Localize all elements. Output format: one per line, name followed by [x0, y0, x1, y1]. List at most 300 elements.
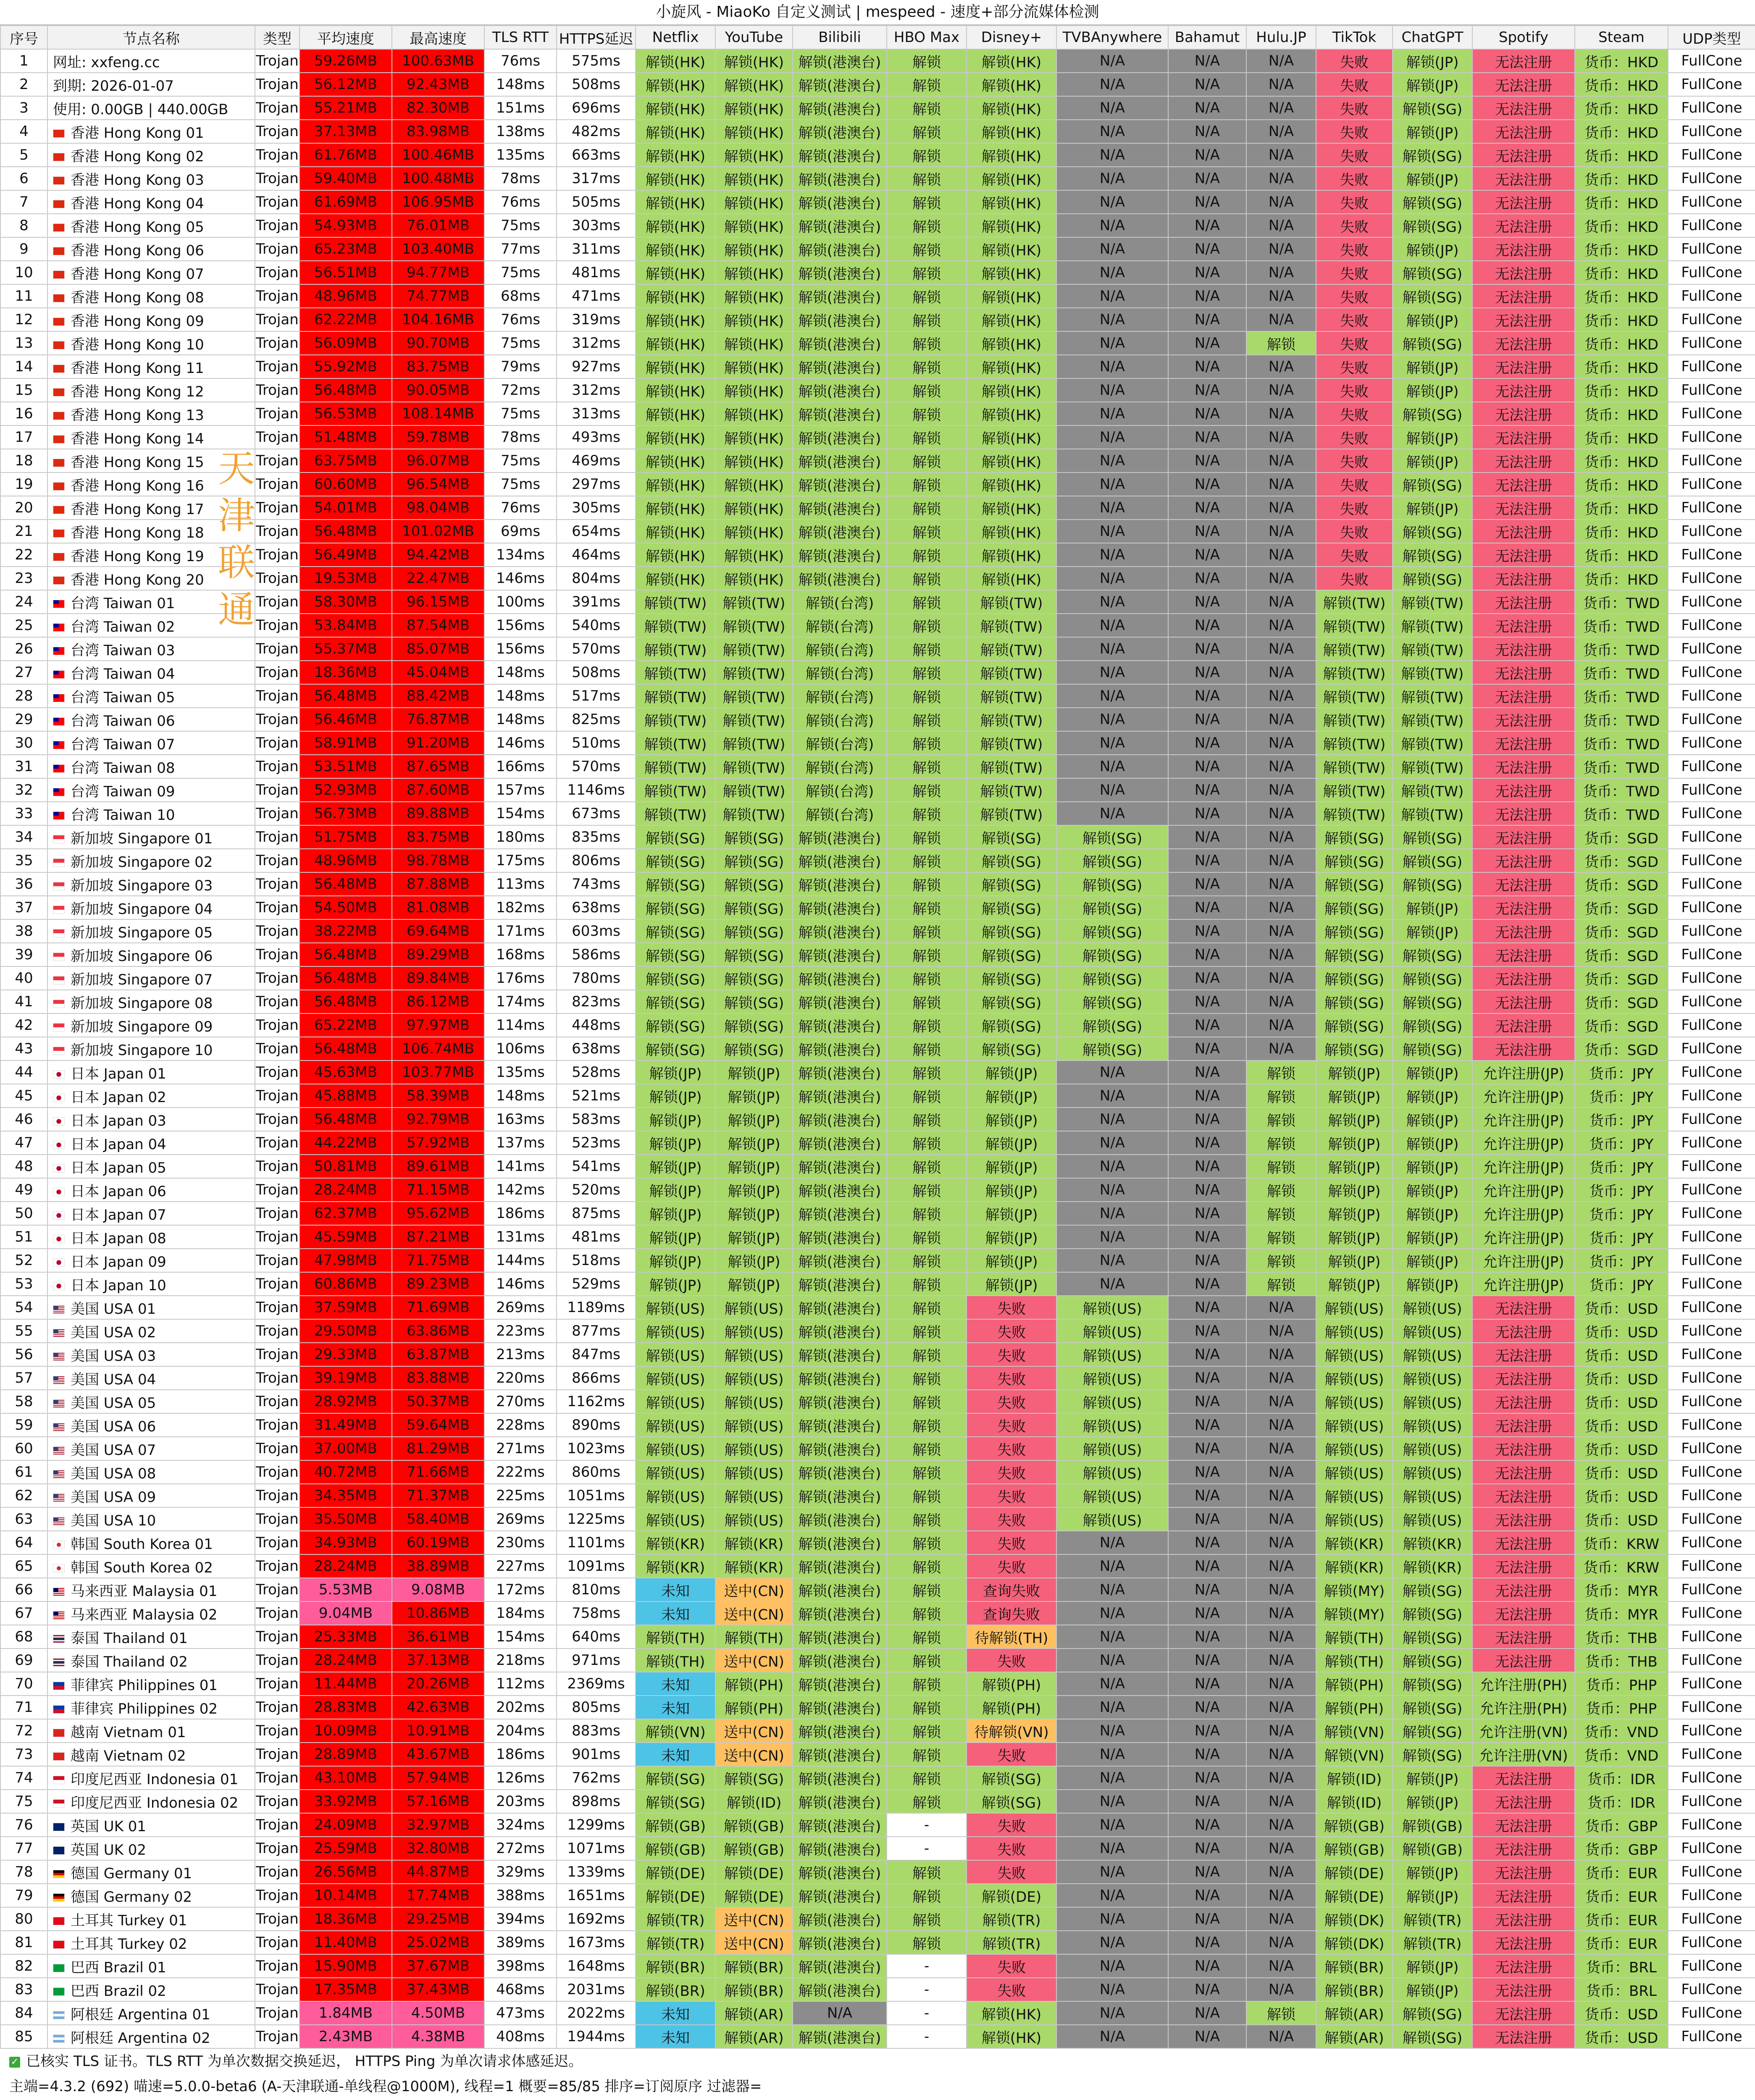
bilibili-cell: 解锁(港澳台) — [793, 1884, 887, 1907]
youtube-cell: 解锁(TW) — [715, 755, 793, 778]
disney-cell: 失败 — [967, 1531, 1056, 1554]
https-cell: 523ms — [557, 1131, 636, 1155]
netflix-cell: 解锁(HK) — [636, 520, 715, 543]
chatgpt-cell: 解锁(SG) — [1392, 966, 1472, 990]
steam-cell: 货币：IDR — [1575, 1766, 1668, 1790]
disney-cell: 解锁(SG) — [967, 825, 1056, 849]
netflix-cell: 解锁(JP) — [636, 1108, 715, 1131]
tls-cell: 324ms — [484, 1813, 557, 1837]
bilibili-cell: 解锁(港澳台) — [793, 1931, 887, 1954]
node-type: Trojan — [255, 1766, 300, 1790]
steam-cell: 货币：KRW — [1575, 1554, 1668, 1578]
node-type: Trojan — [255, 943, 300, 966]
netflix-cell: 解锁(HK) — [636, 308, 715, 331]
hbo-cell: - — [887, 1954, 967, 1978]
node-name-cell — [47, 1766, 255, 1790]
node-type: Trojan — [255, 284, 300, 308]
netflix-cell: 解锁(GB) — [636, 1813, 715, 1837]
node-type: Trojan — [255, 425, 300, 449]
avg-cell: 5.53MB — [300, 1578, 392, 1601]
hbo-cell: 解锁 — [887, 1225, 967, 1249]
tls-cell: 228ms — [484, 1413, 557, 1437]
steam-cell: 货币：HKD — [1575, 472, 1668, 496]
tls-cell: 473ms — [484, 2001, 557, 2025]
avg-cell: 18.36MB — [300, 661, 392, 684]
netflix-cell: 解锁(TW) — [636, 802, 715, 825]
node-type: Trojan — [255, 167, 300, 190]
hbo-cell: 解锁 — [887, 449, 967, 472]
tls-cell: 112ms — [484, 1672, 557, 1696]
netflix-cell: 解锁(TW) — [636, 614, 715, 637]
spotify-cell: 无法注册 — [1472, 731, 1575, 755]
table-row — [0, 1108, 1755, 1131]
netflix-cell: 解锁(HK) — [636, 284, 715, 308]
max-cell: 71.15MB — [392, 1178, 484, 1202]
netflix-cell: 解锁(JP) — [636, 1225, 715, 1249]
hbo-cell: 解锁 — [887, 1672, 967, 1696]
node-name-cell — [47, 637, 255, 661]
row-index: 14 — [0, 355, 47, 378]
table-row — [0, 825, 1755, 849]
node-name: 美国 USA 01 — [71, 1300, 156, 1318]
udp-cell: FullCone — [1668, 1625, 1755, 1648]
avg-cell: 10.09MB — [300, 1719, 392, 1743]
spotify-cell: 无法注册 — [1472, 872, 1575, 896]
https-cell: 471ms — [557, 284, 636, 308]
steam-cell: 货币：USD — [1575, 1413, 1668, 1437]
youtube-cell: 解锁(TW) — [715, 684, 793, 708]
bilibili-cell: 解锁(港澳台) — [793, 355, 887, 378]
avg-cell: 59.26MB — [300, 49, 392, 73]
https-cell: 638ms — [557, 896, 636, 919]
steam-cell: 货币：EUR — [1575, 1931, 1668, 1954]
table-row — [0, 1507, 1755, 1531]
avg-cell: 18.36MB — [300, 1907, 392, 1931]
bilibili-cell: 解锁(港澳台) — [793, 896, 887, 919]
flag-jp-icon — [53, 1235, 65, 1243]
disney-cell: 解锁(HK) — [967, 308, 1056, 331]
flag-hk-icon — [53, 435, 65, 444]
spotify-cell: 无法注册 — [1472, 1954, 1575, 1978]
node-name-cell — [47, 1296, 255, 1319]
netflix-cell: 未知 — [636, 1672, 715, 1696]
node-name: 越南 Vietnam 02 — [71, 1747, 186, 1764]
node-name-cell — [47, 1366, 255, 1390]
youtube-cell: 解锁(US) — [715, 1437, 793, 1460]
avg-cell: 56.46MB — [300, 708, 392, 731]
avg-cell: 55.92MB — [300, 355, 392, 378]
https-cell: 1071ms — [557, 1837, 636, 1860]
tiktok-cell: 解锁(JP) — [1316, 1108, 1392, 1131]
hulu-cell: N/A — [1246, 1554, 1316, 1578]
max-cell: 25.02MB — [392, 1931, 484, 1954]
tls-cell: 184ms — [484, 1601, 557, 1625]
flag-id-icon — [53, 1799, 65, 1808]
udp-cell: FullCone — [1668, 49, 1755, 73]
hbo-cell: 解锁 — [887, 1484, 967, 1507]
node-name: 台湾 Taiwan 07 — [71, 736, 175, 753]
node-name: 新加坡 Singapore 08 — [71, 995, 213, 1012]
chatgpt-cell: 解锁(SG) — [1392, 2001, 1472, 2025]
tiktok-cell: 解锁(DE) — [1316, 1884, 1392, 1907]
https-cell: 313ms — [557, 402, 636, 425]
chatgpt-cell: 解锁(TW) — [1392, 590, 1472, 614]
hulu-cell: N/A — [1246, 496, 1316, 520]
bahamut-cell: N/A — [1168, 449, 1246, 472]
netflix-cell: 解锁(HK) — [636, 472, 715, 496]
chatgpt-cell: 解锁(JP) — [1392, 1954, 1472, 1978]
tiktok-cell: 解锁(PH) — [1316, 1672, 1392, 1696]
udp-cell: FullCone — [1668, 755, 1755, 778]
spotify-cell: 无法注册 — [1472, 1460, 1575, 1484]
tvb-cell: N/A — [1056, 190, 1168, 214]
disney-cell: 解锁(JP) — [967, 1060, 1056, 1084]
bilibili-cell: 解锁(港澳台) — [793, 214, 887, 237]
tiktok-cell: 解锁(US) — [1316, 1460, 1392, 1484]
youtube-cell: 解锁(JP) — [715, 1084, 793, 1108]
table-row — [0, 214, 1755, 237]
flag-tw-icon — [53, 670, 65, 679]
node-type: Trojan — [255, 708, 300, 731]
tls-cell: 100ms — [484, 590, 557, 614]
youtube-cell: 解锁(DE) — [715, 1860, 793, 1884]
tvb-cell: N/A — [1056, 1672, 1168, 1696]
hulu-cell: N/A — [1246, 1366, 1316, 1390]
max-cell: 85.07MB — [392, 637, 484, 661]
max-cell: 100.46MB — [392, 143, 484, 167]
disney-cell: 解锁(HK) — [967, 472, 1056, 496]
node-type: Trojan — [255, 1155, 300, 1178]
disney-cell: 解锁(HK) — [967, 49, 1056, 73]
table-row — [0, 1860, 1755, 1884]
bahamut-cell: N/A — [1168, 472, 1246, 496]
disney-cell: 解锁(SG) — [967, 1766, 1056, 1790]
tiktok-cell: 失败 — [1316, 49, 1392, 73]
tls-cell: 154ms — [484, 802, 557, 825]
node-name: 新加坡 Singapore 05 — [71, 924, 213, 941]
https-cell: 1339ms — [557, 1860, 636, 1884]
netflix-cell: 解锁(HK) — [636, 355, 715, 378]
row-index: 66 — [0, 1578, 47, 1601]
udp-cell: FullCone — [1668, 1554, 1755, 1578]
avg-cell: 39.19MB — [300, 1366, 392, 1390]
row-index: 19 — [0, 472, 47, 496]
hbo-cell: 解锁 — [887, 1578, 967, 1601]
node-name-cell — [47, 1178, 255, 1202]
https-cell: 1651ms — [557, 1884, 636, 1907]
avg-cell: 34.35MB — [300, 1484, 392, 1507]
bilibili-cell: 解锁(港澳台) — [793, 425, 887, 449]
avg-cell: 48.96MB — [300, 284, 392, 308]
tls-cell: 77ms — [484, 237, 557, 261]
tvb-cell: N/A — [1056, 1813, 1168, 1837]
chatgpt-cell: 解锁(US) — [1392, 1296, 1472, 1319]
hulu-cell: N/A — [1246, 2025, 1316, 2048]
node-name: 香港 Hong Kong 13 — [71, 407, 204, 424]
tiktok-cell: 失败 — [1316, 449, 1392, 472]
https-cell: 810ms — [557, 1578, 636, 1601]
hbo-cell: 解锁 — [887, 1296, 967, 1319]
row-index: 64 — [0, 1531, 47, 1554]
https-cell: 638ms — [557, 1037, 636, 1060]
udp-cell: FullCone — [1668, 708, 1755, 731]
https-cell: 971ms — [557, 1648, 636, 1672]
chatgpt-cell: 解锁(SG) — [1392, 143, 1472, 167]
node-name-cell — [47, 825, 255, 849]
chatgpt-cell: 解锁(TW) — [1392, 637, 1472, 661]
avg-cell: 37.00MB — [300, 1437, 392, 1460]
tiktok-cell: 失败 — [1316, 543, 1392, 567]
max-cell: 87.60MB — [392, 778, 484, 802]
disney-cell: 解锁(TW) — [967, 684, 1056, 708]
udp-cell: FullCone — [1668, 1437, 1755, 1460]
steam-cell: 货币：USD — [1575, 1366, 1668, 1390]
hbo-cell: 解锁 — [887, 1790, 967, 1813]
youtube-cell: 解锁(JP) — [715, 1178, 793, 1202]
avg-cell: 9.04MB — [300, 1601, 392, 1625]
max-cell: 96.54MB — [392, 472, 484, 496]
node-type: Trojan — [255, 614, 300, 637]
disney-cell: 解锁(JP) — [967, 1202, 1056, 1225]
node-name: 香港 Hong Kong 17 — [71, 501, 204, 518]
steam-cell: 货币：BRL — [1575, 1954, 1668, 1978]
steam-cell: 货币：GBP — [1575, 1813, 1668, 1837]
hulu-cell: 解锁 — [1246, 1155, 1316, 1178]
steam-cell: 货币：HKD — [1575, 190, 1668, 214]
chatgpt-cell: 解锁(JP) — [1392, 919, 1472, 943]
hbo-cell: 解锁 — [887, 872, 967, 896]
node-name: 阿根廷 Argentina 02 — [71, 2029, 210, 2047]
netflix-cell: 解锁(US) — [636, 1437, 715, 1460]
steam-cell: 货币：SGD — [1575, 943, 1668, 966]
bilibili-cell: 解锁(港澳台) — [793, 261, 887, 284]
bahamut-cell: N/A — [1168, 543, 1246, 567]
max-cell: 92.79MB — [392, 1108, 484, 1131]
tls-cell: 76ms — [484, 190, 557, 214]
node-type: Trojan — [255, 1272, 300, 1296]
node-name: 德国 Germany 01 — [71, 1865, 192, 1882]
spotify-cell: 无法注册 — [1472, 284, 1575, 308]
bahamut-cell: N/A — [1168, 637, 1246, 661]
steam-cell: 货币：SGD — [1575, 849, 1668, 872]
chatgpt-cell: 解锁(US) — [1392, 1319, 1472, 1343]
hulu-cell: N/A — [1246, 402, 1316, 425]
chatgpt-cell: 解锁(JP) — [1392, 1084, 1472, 1108]
flag-hk-icon — [53, 506, 65, 514]
https-cell: 1673ms — [557, 1931, 636, 1954]
chatgpt-cell: 解锁(JP) — [1392, 308, 1472, 331]
node-type: Trojan — [255, 496, 300, 520]
max-cell: 98.04MB — [392, 496, 484, 520]
table-row — [0, 1390, 1755, 1413]
bilibili-cell: 解锁(港澳台) — [793, 308, 887, 331]
youtube-cell: 解锁(HK) — [715, 190, 793, 214]
disney-cell: 解锁(HK) — [967, 2001, 1056, 2025]
youtube-cell: 解锁(HK) — [715, 167, 793, 190]
hulu-cell: N/A — [1246, 143, 1316, 167]
avg-cell: 51.48MB — [300, 425, 392, 449]
tls-cell: 75ms — [484, 402, 557, 425]
node-name: 台湾 Taiwan 09 — [71, 783, 175, 800]
row-index: 11 — [0, 284, 47, 308]
disney-cell: 失败 — [967, 1813, 1056, 1837]
avg-cell: 56.12MB — [300, 73, 392, 96]
udp-cell: FullCone — [1668, 1790, 1755, 1813]
bahamut-cell: N/A — [1168, 590, 1246, 614]
tls-cell: 186ms — [484, 1743, 557, 1766]
hulu-cell: N/A — [1246, 1037, 1316, 1060]
chatgpt-cell: 解锁(GB) — [1392, 1837, 1472, 1860]
tls-cell: 230ms — [484, 1531, 557, 1554]
disney-cell: 解锁(SG) — [967, 849, 1056, 872]
tiktok-cell: 解锁(TW) — [1316, 637, 1392, 661]
avg-cell: 28.24MB — [300, 1178, 392, 1202]
netflix-cell: 解锁(HK) — [636, 49, 715, 73]
node-type: Trojan — [255, 543, 300, 567]
tiktok-cell: 解锁(JP) — [1316, 1131, 1392, 1155]
steam-cell: 货币：PHP — [1575, 1696, 1668, 1719]
node-name: 新加坡 Singapore 04 — [71, 900, 213, 918]
row-index: 59 — [0, 1413, 47, 1437]
disney-cell: 解锁(TW) — [967, 731, 1056, 755]
netflix-cell: 解锁(JP) — [636, 1060, 715, 1084]
flag-jp-icon — [53, 1164, 65, 1173]
youtube-cell: 解锁(JP) — [715, 1272, 793, 1296]
tvb-cell: N/A — [1056, 1766, 1168, 1790]
youtube-cell: 解锁(US) — [715, 1296, 793, 1319]
hbo-cell: 解锁 — [887, 1884, 967, 1907]
tls-cell: 151ms — [484, 96, 557, 120]
table-row — [0, 355, 1755, 378]
hbo-cell: 解锁 — [887, 661, 967, 684]
tls-cell: 76ms — [484, 496, 557, 520]
node-name: 香港 Hong Kong 19 — [71, 548, 204, 565]
avg-cell: 48.96MB — [300, 849, 392, 872]
bilibili-cell: 解锁(港澳台) — [793, 943, 887, 966]
youtube-cell: 解锁(AR) — [715, 2025, 793, 2048]
column-header: 序号 — [0, 26, 47, 49]
udp-cell: FullCone — [1668, 308, 1755, 331]
node-name-cell — [47, 1696, 255, 1719]
node-name: 香港 Hong Kong 09 — [71, 312, 204, 330]
chatgpt-cell: 解锁(JP) — [1392, 1978, 1472, 2001]
tiktok-cell: 解锁(MY) — [1316, 1601, 1392, 1625]
hulu-cell: N/A — [1246, 943, 1316, 966]
node-name-cell — [47, 355, 255, 378]
tiktok-cell: 解锁(BR) — [1316, 1978, 1392, 2001]
tvb-cell: N/A — [1056, 520, 1168, 543]
bilibili-cell: 解锁(台湾) — [793, 755, 887, 778]
tiktok-cell: 解锁(AR) — [1316, 2001, 1392, 2025]
hbo-cell: 解锁 — [887, 731, 967, 755]
flag-sg-icon — [53, 906, 65, 914]
hbo-cell: 解锁 — [887, 472, 967, 496]
node-type: Trojan — [255, 966, 300, 990]
bilibili-cell: 解锁(台湾) — [793, 590, 887, 614]
node-name: 香港 Hong Kong 05 — [71, 218, 204, 236]
node-name: 香港 Hong Kong 10 — [71, 336, 204, 353]
tls-cell: 135ms — [484, 1060, 557, 1084]
disney-cell: 解锁(HK) — [967, 331, 1056, 355]
avg-cell: 55.37MB — [300, 637, 392, 661]
steam-cell: 货币：USD — [1575, 1507, 1668, 1531]
tvb-cell: 解锁(US) — [1056, 1366, 1168, 1390]
netflix-cell: 解锁(HK) — [636, 167, 715, 190]
report-title: 小旋风 - MiaoKo 自定义测试 | mespeed - 速度+部分流媒体检测 — [0, 0, 1755, 25]
flag-uk-icon — [53, 1823, 65, 1831]
tvb-cell: N/A — [1056, 1060, 1168, 1084]
https-cell: 510ms — [557, 731, 636, 755]
tvb-cell: N/A — [1056, 214, 1168, 237]
table-row — [0, 1437, 1755, 1460]
node-name-cell — [47, 1013, 255, 1037]
tls-cell: 135ms — [484, 143, 557, 167]
hbo-cell: 解锁 — [887, 1178, 967, 1202]
node-type: Trojan — [255, 1225, 300, 1249]
row-index: 52 — [0, 1249, 47, 1272]
table-row — [0, 1296, 1755, 1319]
hulu-cell: 解锁 — [1246, 1225, 1316, 1249]
node-name: 日本 Japan 03 — [71, 1112, 166, 1129]
row-index: 1 — [0, 49, 47, 73]
tiktok-cell: 解锁(DK) — [1316, 1907, 1392, 1931]
steam-cell: 货币：THB — [1575, 1648, 1668, 1672]
node-type: Trojan — [255, 1837, 300, 1860]
max-cell: 98.78MB — [392, 849, 484, 872]
table-row — [0, 1743, 1755, 1766]
udp-cell: FullCone — [1668, 1060, 1755, 1084]
bilibili-cell: 解锁(港澳台) — [793, 2025, 887, 2048]
tiktok-cell: 解锁(ID) — [1316, 1790, 1392, 1813]
node-type: Trojan — [255, 143, 300, 167]
max-cell: 63.86MB — [392, 1319, 484, 1343]
flag-jp-icon — [53, 1094, 65, 1102]
udp-cell: FullCone — [1668, 449, 1755, 472]
udp-cell: FullCone — [1668, 1743, 1755, 1766]
avg-cell: 43.10MB — [300, 1766, 392, 1790]
max-cell: 32.97MB — [392, 1813, 484, 1837]
column-header: 节点名称 — [47, 26, 255, 49]
footer-line-2: 主端=4.3.2 (692) 喵速=5.0.0-beta6 (A-天津联通-单线程@1000M), 线程=1 概要=85/85 排序=订阅原序 过滤器= — [9, 2078, 762, 2095]
node-name: 网址: xxfeng.cc — [53, 54, 160, 71]
tls-cell: 270ms — [484, 1390, 557, 1413]
chatgpt-cell: 解锁(JP) — [1392, 449, 1472, 472]
tvb-cell: N/A — [1056, 1272, 1168, 1296]
node-name-cell — [47, 1507, 255, 1531]
flag-sg-icon — [53, 835, 65, 843]
column-header: 类型 — [255, 26, 300, 49]
tvb-cell: N/A — [1056, 1931, 1168, 1954]
chatgpt-cell: 解锁(TW) — [1392, 684, 1472, 708]
youtube-cell: 解锁(BR) — [715, 1978, 793, 2001]
max-cell: 94.77MB — [392, 261, 484, 284]
node-type: Trojan — [255, 1554, 300, 1578]
tls-cell: 389ms — [484, 1931, 557, 1954]
max-cell: 71.75MB — [392, 1249, 484, 1272]
row-index: 40 — [0, 966, 47, 990]
node-type: Trojan — [255, 919, 300, 943]
disney-cell: 解锁(TR) — [967, 1907, 1056, 1931]
spotify-cell: 允许注册(JP) — [1472, 1225, 1575, 1249]
avg-cell: 19.53MB — [300, 567, 392, 590]
tls-cell: 148ms — [484, 1084, 557, 1108]
youtube-cell: 解锁(HK) — [715, 96, 793, 120]
node-name-cell — [47, 590, 255, 614]
udp-cell: FullCone — [1668, 1837, 1755, 1860]
bahamut-cell: N/A — [1168, 308, 1246, 331]
node-type: Trojan — [255, 778, 300, 802]
chatgpt-cell: 解锁(SG) — [1392, 1625, 1472, 1648]
